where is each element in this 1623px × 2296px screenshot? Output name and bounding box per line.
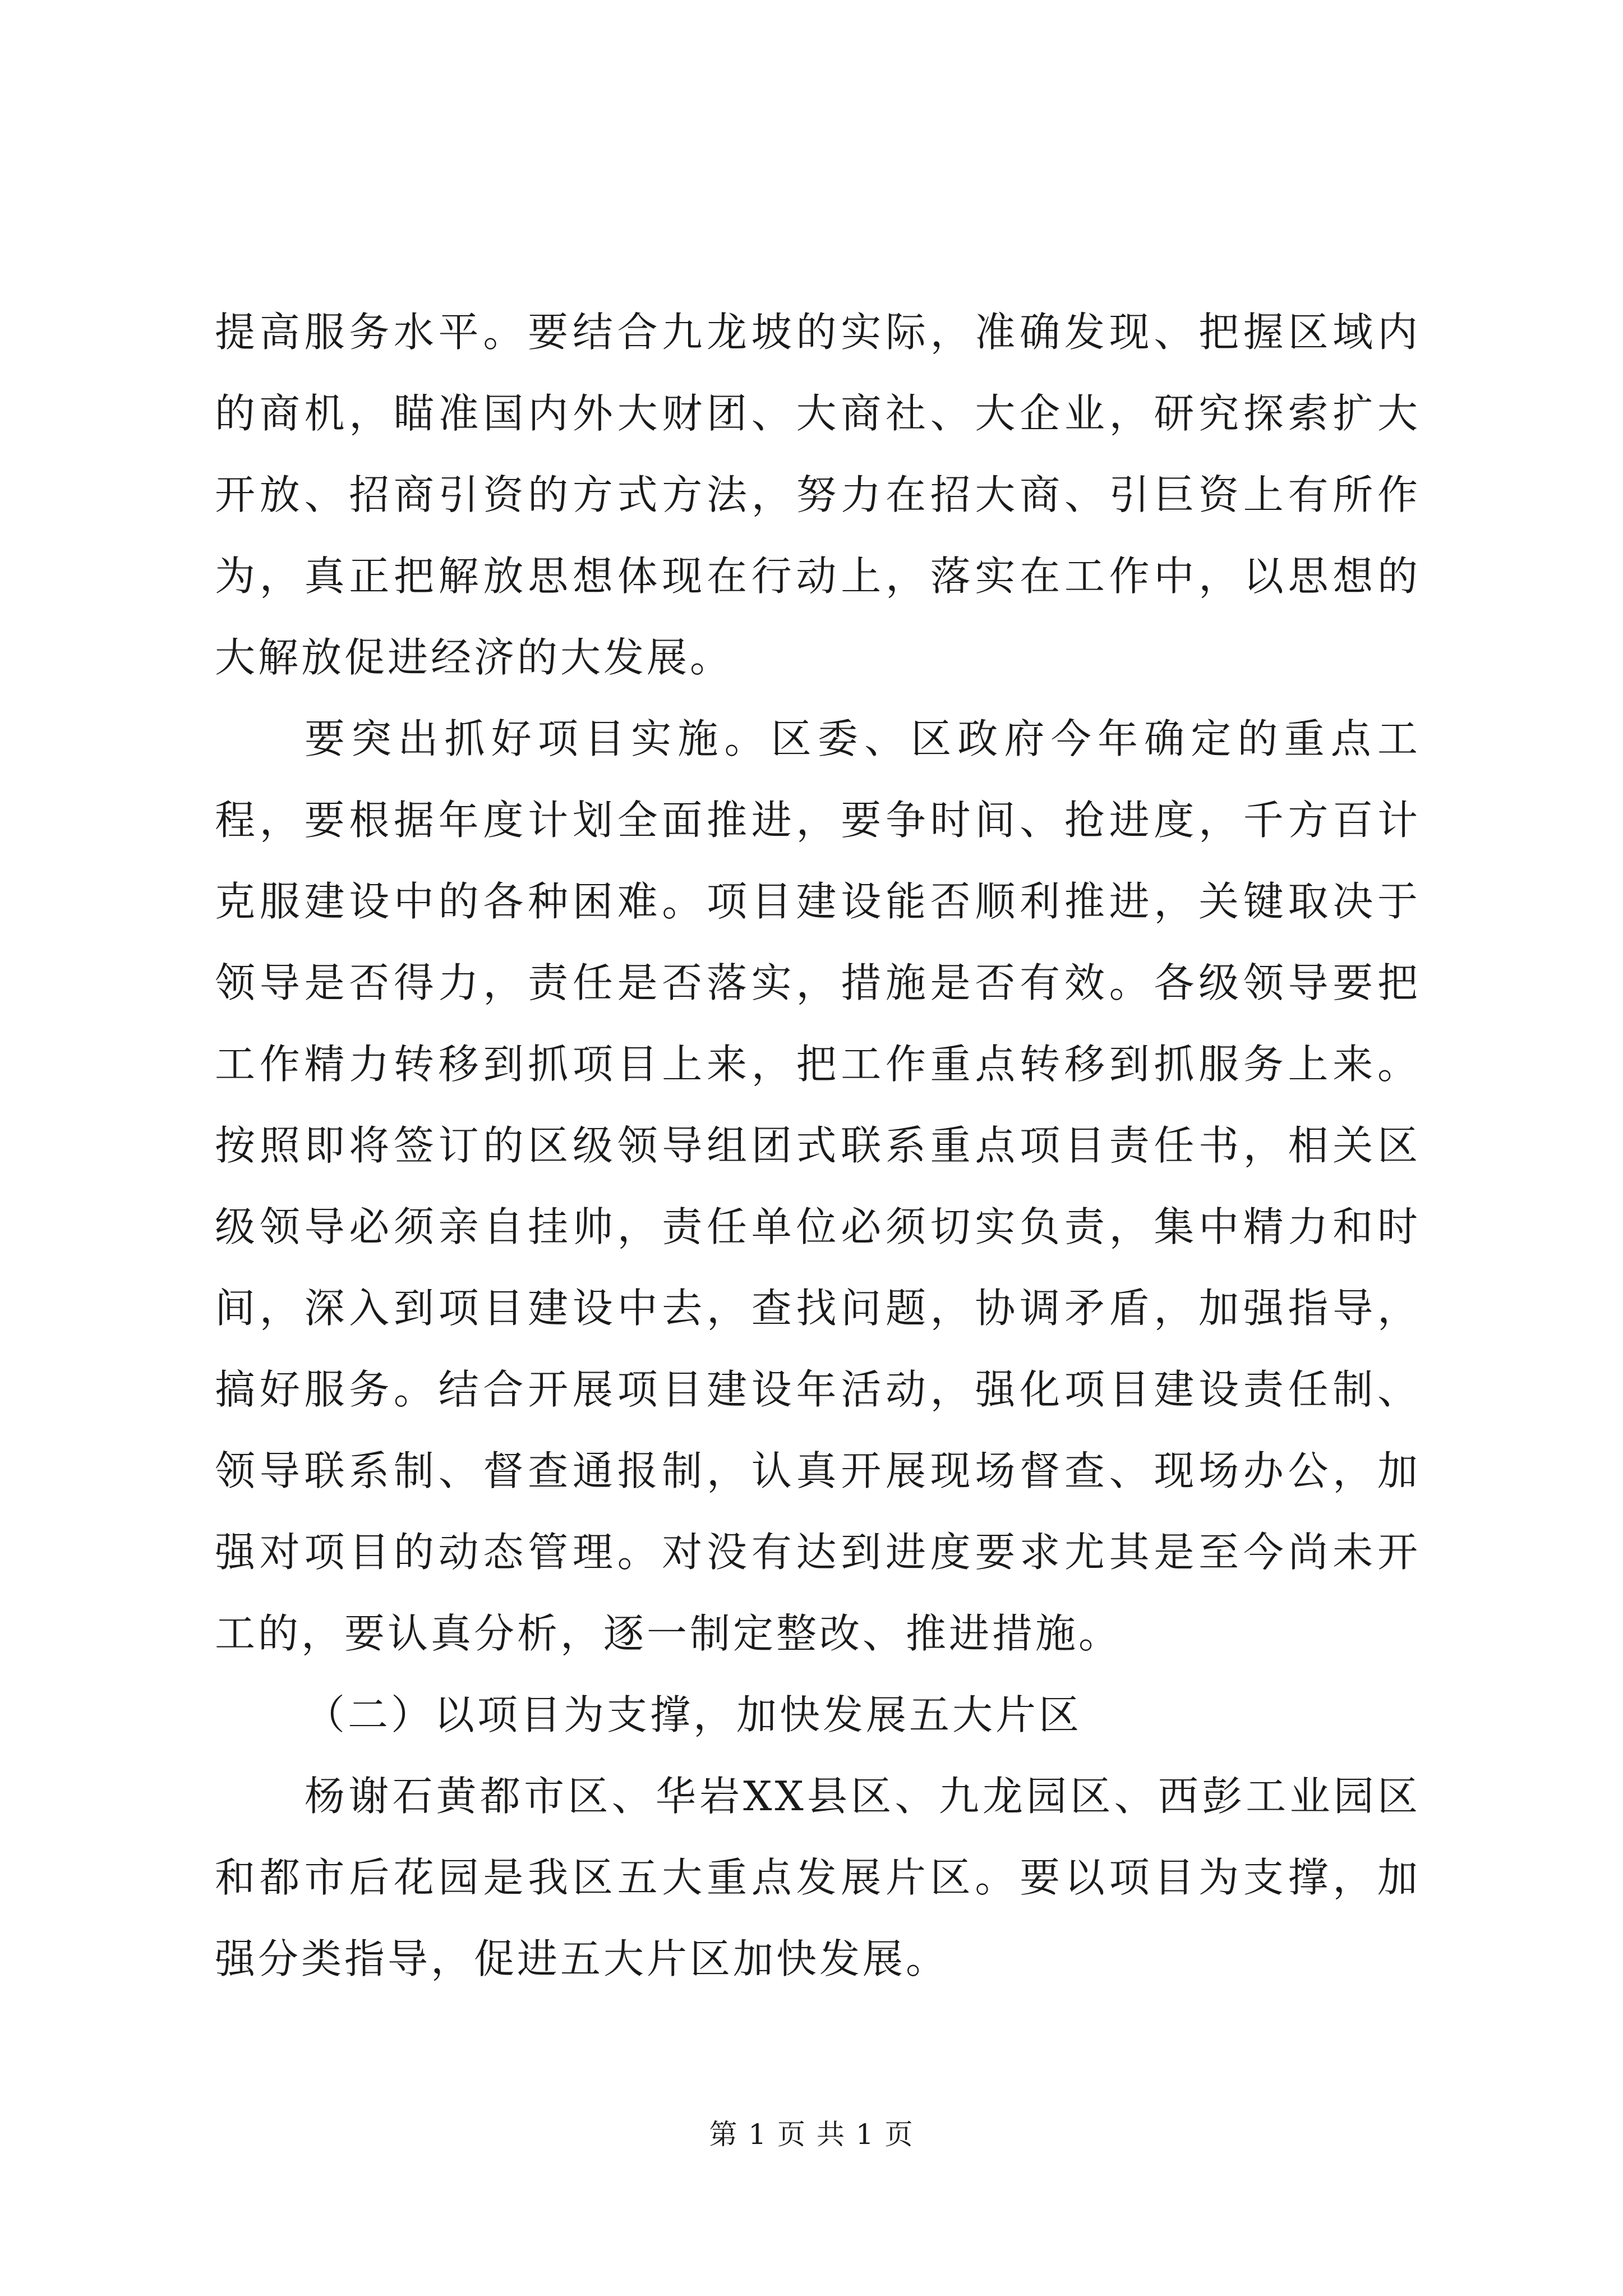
paragraph-1: 提高服务水平。要结合九龙坡的实际，准确发现、把握区域内的商机，瞄准国内外大财团、大商社、大企业，研究探索扩大开放、招商引资的方式方法，努力在招大商、引巨资上有所作为，真正把解放思想体现在行动上，落实在工作中，以思想的大解放促进经济的大发展。: [215, 309, 1421, 681]
section-heading: （二）以项目为支撑，加快发展五大片区: [305, 1691, 1082, 1738]
page-footer: 第 1 页 共 1 页: [709, 2118, 914, 2151]
paragraph-2: 要突出抓好项目实施。区委、区政府今年确定的重点工程，要根据年度计划全面推进，要争时间、抢进度，千方百计克服建设中的各种困难。项目建设能否顺利推进，关键取决于领导是否得力，责任是否落实，措施是否有效。各级领导要把工作精力转移到抓项目上来，把工作重点转移到抓服务上来。按照即将签订的区级领导组团式联系重点项目责任书，相关区级领导必须亲自挂帅，责任单位必须切实负责，集中精力和时间，深入到项目建设中去，查找问题，协调矛盾，加强指导，搞好服务。结合开展项目建设年活动，强化项目建设责任制、领导联系制、督查通报制，认真开展现场督查、现场办公，加强对项目的动态管理。对没有达到进度要求尤其是至今尚未开工的，要认真分析，逐一制定整改、推进措施。: [215, 715, 1421, 1657]
document-body: [215, 292, 1421, 2000]
paragraph-4: 杨谢石黄都市区、华岩XX县区、九龙园区、西彭工业园区和都市后花园是我区五大重点发展片区。要以项目为支撑，加强分类指导，促进五大片区加快发展。: [215, 1773, 1421, 1982]
